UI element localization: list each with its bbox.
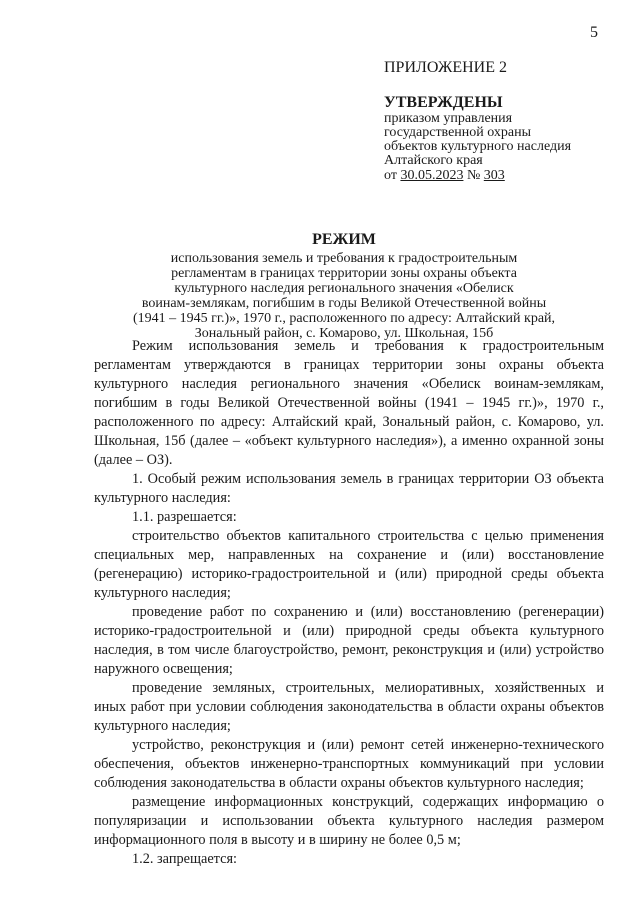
paragraph-item: строительство объектов капитального строительства с целью применения специальных мер, направленных на сохранение и (или) восстановление (регенерацию) историко-градостроительной и (или) природной среды объекта культурного наследия; [94,528,604,601]
paragraph-section-1: 1. Особый режим использования земель в границах территории ОЗ объекта культурного наследия: [94,471,604,506]
order-number: 303 [483,168,505,183]
paragraph-item: размещение информационных конструкций, содержащих информацию о популяризации и использовании объекта культурного наследия размером информационного поля в высоту и в ширину не более 0,5 м; [94,794,604,848]
paragraph-section-1-1: 1.1. разрешается: [132,509,237,525]
subtitle-line: (1941 – 1945 гг.)», 1970 г., расположенного по адресу: Алтайский край, [132,311,556,326]
paragraph-intro: Режим использования земель и требования к градостроительным регламентам утверждаются в границах территории зоны охраны объекта культурного наследия регионального значения «Обелиск воинам-землякам, погибшим в годы Великой Отечественной войны (1941 – 1945 гг.)», 1970 г., расположенного по адресу: Алтайский край, Зональный район, с. Комарово, ул. Школьная, 15б (далее – «объект культурного наследия»), а именно охранной зоны (далее – ОЗ). [94,338,604,468]
order-reference [384,168,624,184]
subtitle-line: регламентам в границах территории зоны охраны объекта [171,266,517,281]
approval-line: Алтайского края [384,153,483,168]
order-number-sign: № [466,168,481,183]
approval-block [384,58,624,184]
subtitle-line: культурного наследия регионального значения «Обелиск [174,281,514,296]
order-prefix: от [384,168,397,183]
paragraph-item: проведение работ по сохранению и (или) восстановлению (регенерации) историко-градостроительной и (или) природной среды объекта культурного наследия, в том числе благоустройство, ремонт, реконструкция и (или) устройство наружного освещения; [94,604,604,677]
approved-heading: УТВЕРЖДЕНЫ [384,94,503,111]
document-body [94,337,604,869]
paragraph-item: проведение земляных, строительных, мелиоративных, хозяйственных и иных работ при условии соблюдения законодательства в области охраны объектов культурного наследия; [94,680,604,734]
document-title: РЕЖИМ [312,231,376,248]
subtitle-line: Зональный район, с. Комарово, ул. Школьная, 15б [194,326,494,341]
document-title-block [104,231,584,341]
page-number: 5 [590,24,598,41]
approval-line: государственной охраны [384,125,532,140]
order-date: 30.05.2023 [400,168,464,183]
paragraph-section-1-2: 1.2. запрещается: [132,851,237,867]
subtitle-line: воинам-землякам, погибшим в годы Великой Отечественной войны [141,296,547,311]
paragraph-item: устройство, реконструкция и (или) ремонт сетей инженерно-технического обеспечения, объектов инженерно-транспортных коммуникаций при условии соблюдения законодательства в области охраны объектов культурного наследия; [94,737,604,791]
subtitle-line: использования земель и требования к градостроительным [170,251,518,266]
approval-line: приказом управления [384,111,513,126]
approval-line: объектов культурного наследия [384,139,572,154]
appendix-heading: ПРИЛОЖЕНИЕ 2 [384,59,508,76]
